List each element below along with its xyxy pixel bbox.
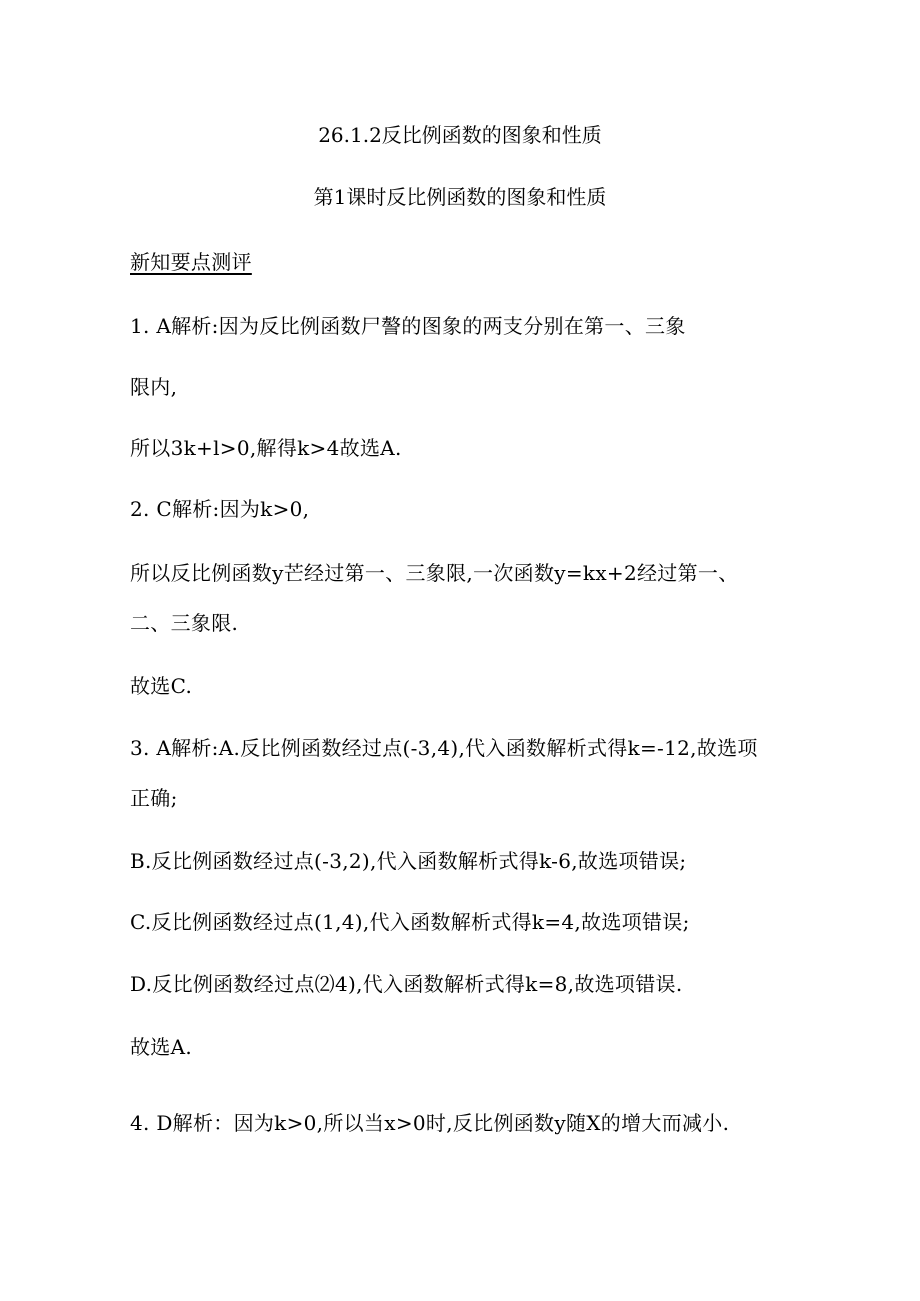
text-line: 所以3k+l>0,解得k>4故选A. [130,436,402,460]
text-line: 1. A解析:因为反比例函数尸謷的图象的两支分别在第一、三象 [130,314,686,338]
document-subtitle: 第1课时反比例函数的图象和性质 [313,185,607,209]
text-line: B.反比例函数经过点(-3,2),代入函数解析式得k-6,故选项错误; [130,849,687,873]
text-line: 故选C. [130,674,193,698]
text-line: D.反比例函数经过点⑵4),代入函数解析式得k=8,故选项错误. [130,972,683,996]
text-line: 所以反比例函数y芒经过第一、三象限,一次函数y=kx+2经过第一、 [130,561,739,585]
text-line: 故选A. [130,1035,193,1059]
document-title: 26.1.2反比例函数的图象和性质 [318,123,602,147]
text-line: 4. D解析：因为k>0,所以当x>0时,反比例函数y随X的增大而减小. [130,1111,730,1135]
text-line: 3. A解析:A.反比例函数经过点(-3,4),代入函数解析式得k=-12,故选项 [130,736,758,760]
text-line: 二、三象限. [130,611,239,635]
text-line: C.反比例函数经过点(1,4),代入函数解析式得k=4,故选项错误; [130,910,690,934]
text-line: 2. C解析:因为k>0, [130,497,310,521]
text-line: 正确; [130,786,178,810]
section-heading: 新知要点测评 [130,250,252,274]
text-line: 限内, [130,375,178,399]
